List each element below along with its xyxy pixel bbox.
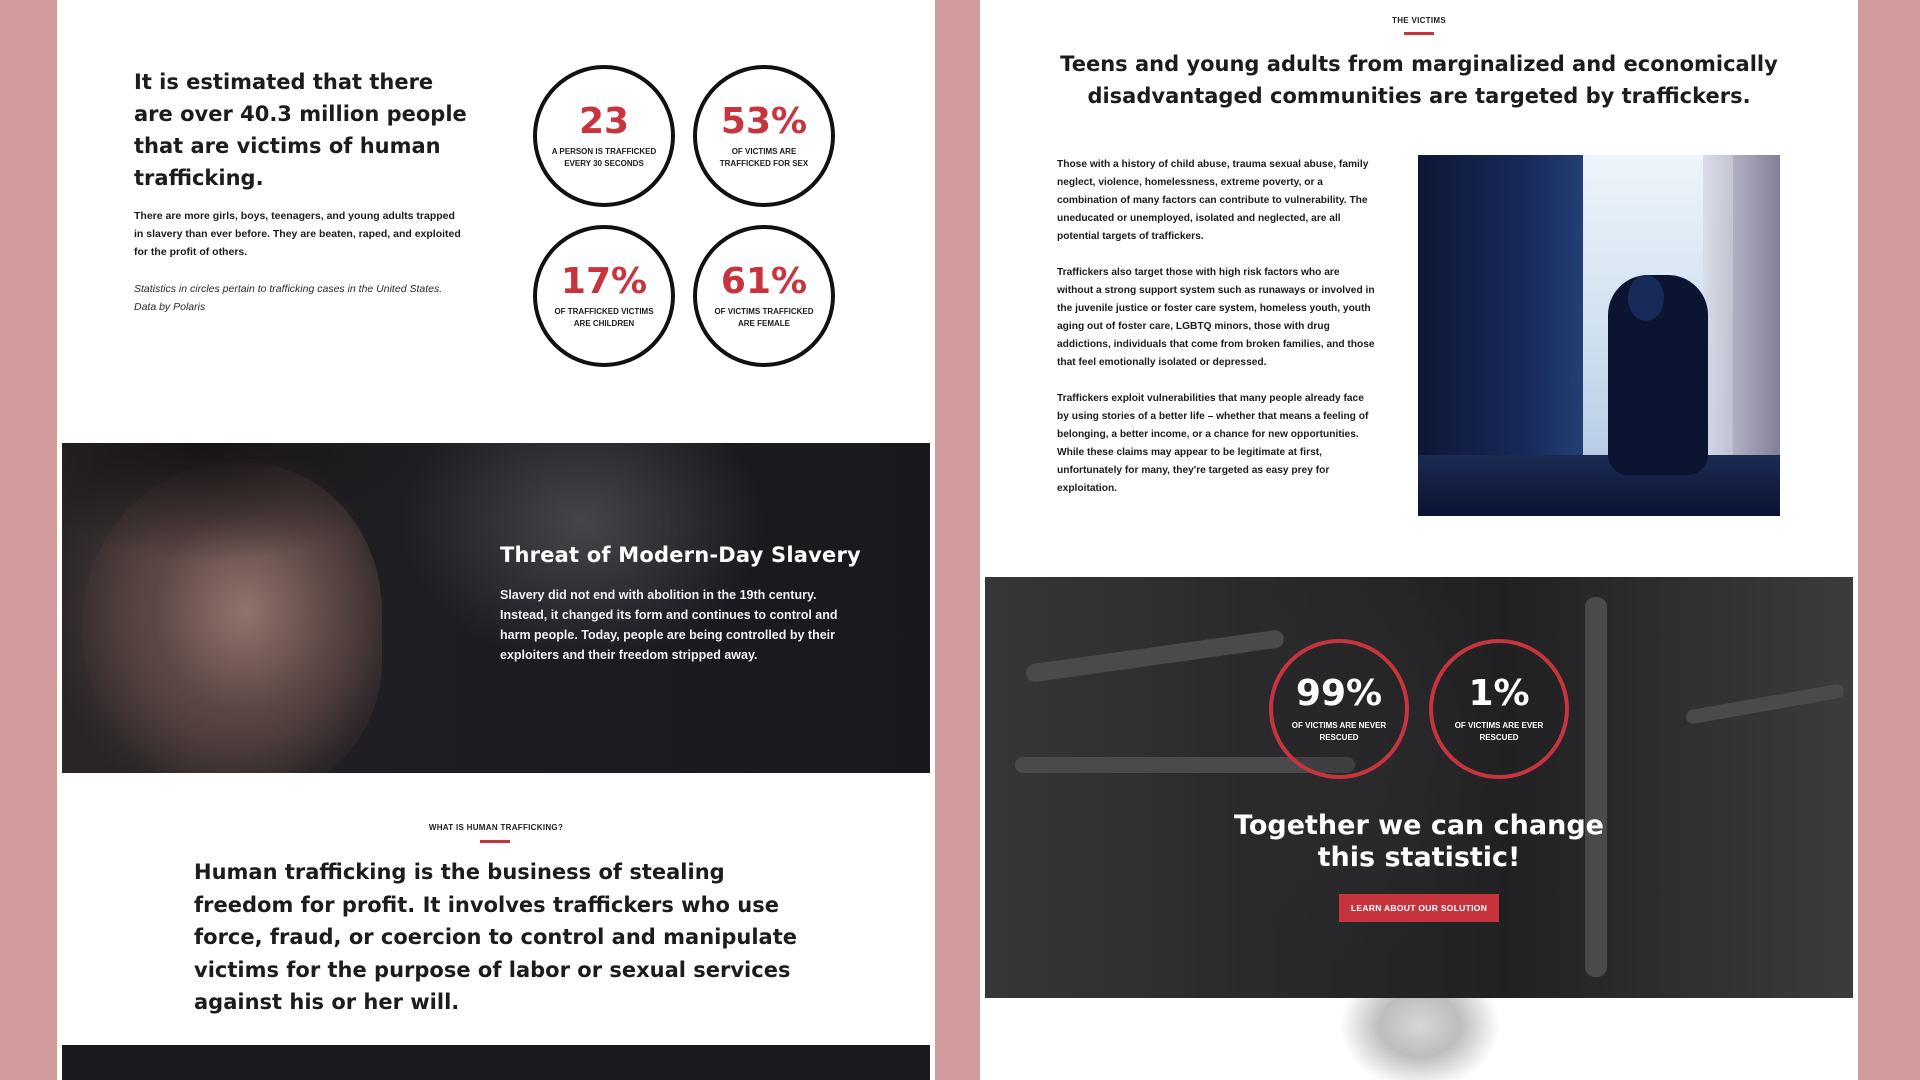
rescue-stat-1 bbox=[1429, 639, 1569, 779]
threat-banner bbox=[62, 443, 930, 773]
what-section-label: WHAT IS HUMAN TRAFFICKING? bbox=[428, 823, 564, 832]
stat-value: 53% bbox=[720, 101, 808, 142]
victims-heading: Teens and young adults from marginalized and economically disadvantaged communities are targeted by traffickers. bbox=[1060, 52, 1778, 108]
stat-label: OF VICTIMS ARE EVER RESCUED bbox=[1454, 721, 1544, 742]
threat-title: Threat of Modern-Day Slavery bbox=[500, 543, 861, 567]
stat-value: 61% bbox=[720, 261, 808, 302]
section-divider bbox=[480, 840, 510, 843]
window-sill bbox=[1418, 455, 1780, 516]
intro-note: Statistics in circles pertain to trafficking cases in the United States. Data by Polaris bbox=[134, 283, 443, 313]
stat-label: OF TRAFFICKED VICTIMS ARE CHILDREN bbox=[554, 307, 654, 328]
stat-circle-53 bbox=[693, 65, 835, 207]
section-divider bbox=[1404, 32, 1434, 35]
stat-label: A PERSON IS TRAFFICKED EVERY 30 SECONDS bbox=[551, 147, 657, 168]
left-page-panel bbox=[57, 0, 935, 1080]
intro-body: There are more girls, boys, teenagers, and young adults trapped in slavery than ever before. They are beaten, raped, and exploited for the profit of others. bbox=[134, 210, 461, 258]
what-section-body: Human trafficking is the business of stealing freedom for profit. It involves traffickers who use force, fraud, or coercion to control and manipulate victims for the purpose of labor or sexual services against his or her will. bbox=[194, 860, 797, 1014]
next-section-strip bbox=[62, 1045, 930, 1080]
threat-body: Slavery did not end with abolition in the 19th century. Instead, it changed its form and continues to control and harm people. Today, people are being controlled by their exploiters and their freedom stripped away. bbox=[500, 588, 838, 662]
victims-paragraph: Those with a history of child abuse, trauma sexual abuse, family neglect, violence, homelessness, extreme poverty, or a combination of many factors can contribute to vulnerability. The uneducated or unemployed, isolated and neglected, are all potential targets of traffickers. bbox=[1057, 159, 1369, 242]
learn-about-solution-button[interactable]: LEARN ABOUT OUR SOLUTION bbox=[1339, 894, 1499, 922]
stat-circle-23 bbox=[533, 65, 675, 207]
victims-section-label: THE VICTIMS bbox=[1392, 16, 1446, 25]
stat-value: 17% bbox=[560, 261, 648, 302]
rescue-banner bbox=[985, 577, 1853, 998]
stat-value: 23 bbox=[578, 101, 630, 142]
banner-overlay bbox=[985, 577, 1853, 998]
stat-label: OF VICTIMS ARE TRAFFICKED FOR SEX bbox=[719, 147, 809, 168]
victims-paragraph: Traffickers exploit vulnerabilities that many people already face by using stories of a better life – whether that means a feeling of belonging, a better income, or a chance for new opportunities. While these claims may appear to be legitimate at first, unfortunately for many, they're targeted as easy prey for exploitation. bbox=[1057, 393, 1369, 494]
right-page-panel bbox=[980, 0, 1858, 1080]
together-heading: Together we can change this statistic! bbox=[1234, 810, 1604, 873]
next-section-portrait-image bbox=[1310, 998, 1530, 1080]
stat-label: OF VICTIMS TRAFFICKED ARE FEMALE bbox=[714, 307, 814, 328]
stat-label: OF VICTIMS ARE NEVER RESCUED bbox=[1291, 721, 1387, 742]
victims-paragraph: Traffickers also target those with high risk factors who are without a strong support system such as runaways or involved in the juvenile justice or foster care system, homeless youth, youth aging out of foster care, LGBTQ minors, those with drug addictions, individuals that come from broken families, and those that feel emotionally isolated or depressed. bbox=[1057, 267, 1375, 368]
hair-shadow bbox=[62, 443, 422, 563]
rescue-stat-99 bbox=[1269, 639, 1409, 779]
curtain bbox=[1703, 155, 1780, 455]
stat-circle-61 bbox=[693, 225, 835, 367]
girl-at-window-image bbox=[1418, 155, 1780, 516]
stat-circle-17 bbox=[533, 225, 675, 367]
stat-value: 99% bbox=[1295, 673, 1383, 714]
stat-value: 1% bbox=[1468, 673, 1530, 714]
intro-heading: It is estimated that there are over 40.3 million people that are victims of human trafficking. bbox=[134, 70, 467, 190]
victims-body bbox=[1057, 156, 1377, 516]
girl-head-silhouette bbox=[1628, 275, 1664, 321]
